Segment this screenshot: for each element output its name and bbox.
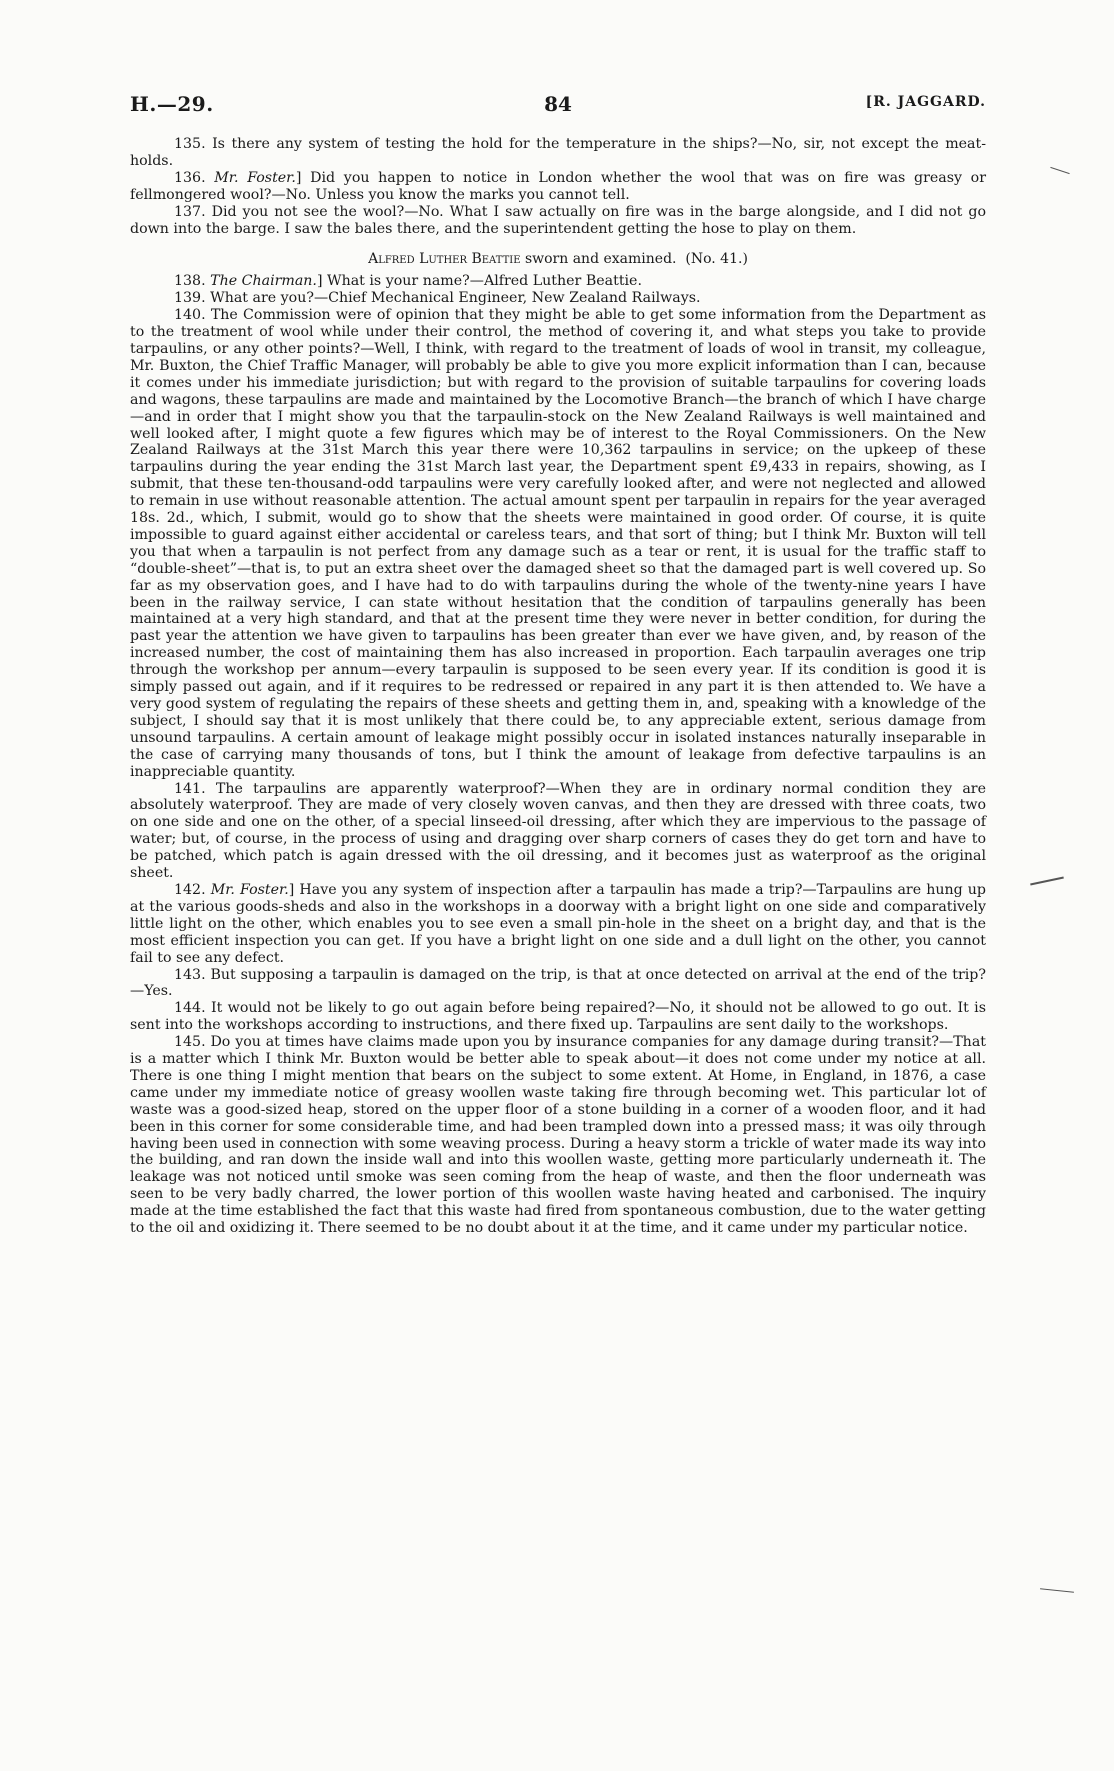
page-header <box>130 92 986 122</box>
speaker-name: The Chairman. <box>210 273 317 290</box>
question-paragraph: 138. The Chairman.] What is your name?—Alfred Luther Beattie. <box>174 273 642 290</box>
question-text: Do you at times have claims made upon you by insurance companies for any damage during transit?—That is a matter which I think Mr. Buxton would be better able to speak about—it does not come under my notice at all. There is one thing I might mention that bears on the subject to some extent. At Home, in England, in 1876, a case came under my immediate notice of greasy woollen waste taking fire through becoming wet. This particular lot of waste was a good-sized heap, stored on the upper floor of a stone building in a corner of a wooden floor, and it had been in this corner for some considerable time, and had been trampled down into a pressed mass; it was oily through having been used in connection with some weaving process. During a heavy storm a trickle of water made its way into the building, and ran down the inside wall and into this woollen waste, getting more particularly underneath it. The leakage was not noticed until smoke was seen coming from the heap of waste, and then the floor underneath was seen to be very badly charred, the lower portion of this woollen waste having heated and carbonised. The inquiry made at the time established the fact that this waste had fired from spontaneous combustion, due to the water getting to the oil and oxidizing it. There seemed to be no doubt about it at the time, and it came under my particular notice. <box>130 1034 986 1237</box>
question-number: 145. <box>174 1034 206 1051</box>
question-text: The tarpaulins are apparently waterproof?—When they are in ordinary normal condition they are absolutely waterproof. They are made of very closely woven canvas, and then they are dressed with three coats, two on one side and one on the other, of a special linseed-oil dressing, after which they are impervious to the passage of water; but, of course, in the process of using and dragging over sharp corners of cases they do get torn and have to be patched, which patch is again dressed with the oil dressing, and it becomes just as waterproof as the original sheet. <box>130 780 986 882</box>
question-text: Did you not see the wool?—No. What I saw actually on fire was in the barge alongside, and I did not go down into the barge. I saw the bales there, and the superintendent getting the hose to play on them. <box>130 203 986 237</box>
margin-mark <box>1040 1588 1074 1593</box>
speaker-name: Mr. Foster. <box>214 169 296 186</box>
question-number: 144. <box>174 1000 206 1017</box>
question-text: Is there any system of testing the hold for the temperature in the ships?—No, sir, not except the meat-holds. <box>130 136 986 169</box>
question-paragraph <box>130 1034 986 1237</box>
witness-name: Alfred Luther Beattie <box>368 251 521 268</box>
question-number: 141. <box>174 780 206 797</box>
question-text: The Commission were of opinion that they might be able to get some information from the Department as to the treatment of wool while under their control, the method of covering it, and what steps you take to provide tarpaulins, or any other points?—Well, I think, with regard to the treatment of loads of wool in transit, my colleague, Mr. Buxton, the Chief Traffic Manager, will probably be able to give you more explicit information than I can, because it comes under his immediate jurisdiction; but with regard to the provision of suitable tarpaulins for covering loads and wagons, these tarpaulins are made and maintained by the Locomotive Branch—the branch of which I have charge—and in order that I might show you that the tarpaulin-stock on the New Zealand Railways is well maintained and well looked after, I might quote a few figures which may be of interest to the Royal Commissioners. On the New Zealand Railways at the 31st March this year there were 10,362 tarpaulins in service; on the upkeep of these tarpaulins during the year ending the 31st March last year, the Department spent £9,433 in repairs, showing, as I submit, that these ten-thousand-odd tarpaulins were very carefully looked after, and were not neglected and allowed to remain in use without reasonable attention. The actual amount spent per tarpaulin in repairs for the year averaged 18s. 2d., which, I submit, would go to show that the sheets were maintained in good order. Of course, it is quite impossible to guard against either accidental or careless tears, and that sort of thing; but I think Mr. Buxton will tell you that when a tarpaulin is not perfect from any damage such as a tear or rent, it is usual for the traffic staff to “double-sheet”—that is, to put an extra sheet over the damaged sheet so that the damaged part is well covered up. So far as my observation goes, and I have had to do with tarpaulins during the whole of the twenty-nine years I have been in the railway service, I can state without hesitation that the condition of tarpaulins generally has been maintained at a very high standard, and that at the present time they were never in better condition, for during the past year the attention we have given to tarpaulins has been greater than ever we have given, and, by reason of the increased number, the cost of maintaining them has also increased in proportion. Each tarpaulin averages one trip through the workshop per annum—every tarpaulin is supposed to be seen every year. If its condition is good it is simply passed out again, and if it requires to be redressed or repaired in any part it is then attended to. We have a very good system of regulating the repairs of these sheets and getting them in, and, speaking with a knowledge of the subject, I should say that it is most unlikely that there could be, to any appreciable extent, serious damage from unsound tarpaulins. A certain amount of leakage might possibly occur in isolated instances naturally inseparable in the case of carrying many thousands of tons, but I think the amount of leakage from defective tarpaulins is an inappreciable quantity. <box>130 307 987 780</box>
question-text: What are you?—Chief Mechanical Engineer, New Zealand Railways. <box>210 290 701 307</box>
question-text: But supposing a tarpaulin is damaged on the trip, is that at once detected on arrival at the end of the trip?—Yes. <box>130 966 986 1000</box>
question-number: 142. <box>174 881 206 898</box>
witness-heading <box>130 251 986 268</box>
question-paragraph <box>130 307 986 780</box>
speaker-name: Mr. Foster. <box>210 881 289 898</box>
question-number: 138. <box>174 273 206 290</box>
page-number: 84 <box>544 92 572 116</box>
question-paragraph <box>130 136 986 170</box>
question-number: 137. <box>174 203 206 220</box>
question-paragraph <box>130 1000 986 1034</box>
question-text: Have you any system of inspection after a tarpaulin has made a trip?—Tarpaulins are hung up at the various goods-sheds and also in the workshops in a doorway with a bright light on one side and comparatively little light on the other, which enables you to see even a small pin-hole in the sheet on a bright day, and that is the most efficient inspection you can get. If you have a bright light on one side and a dull light on the other, you cannot fail to see any defect. <box>130 881 986 966</box>
question-number: 136. <box>174 169 206 186</box>
witness-heading-suffix: sworn and examined. <box>524 251 677 268</box>
witness-number: (No. 41.) <box>685 251 748 268</box>
question-paragraph <box>130 204 986 238</box>
question-number: 135. <box>174 136 206 152</box>
question-paragraph: 142. Mr. Foster.] Have you any system of inspection after a tarpaulin has made a trip?—Tarpaulins are hung up at the various goods-sheds and also in the workshops in a doorway with a bright light on one side and comparatively little light on the other, which enables you to see even a small pin-hole in the sheet on a bright day, and that is the most efficient inspection you can get. If you have a bright light on one side and a dull light on the other, you cannot fail to see any defect. <box>130 881 986 966</box>
question-number: 140. <box>174 307 206 324</box>
question-paragraph: 136. Mr. Foster.] Did you happen to notice in London whether the wool that was on fire was greasy or fellmongered wool?—No. Unless you know the marks you cannot tell. <box>130 169 986 203</box>
document-code: H.—29. <box>130 92 214 116</box>
question-paragraph <box>130 290 986 307</box>
question-text: Did you happen to notice in London whether the wool that was on fire was greasy or fellmongered wool?—No. Unless you know the marks you cannot tell. <box>130 169 986 203</box>
margin-mark <box>1050 167 1069 174</box>
body-text <box>130 136 986 1237</box>
question-paragraph <box>130 967 986 1001</box>
question-text: It would not be likely to go out again before being repaired?—No, it should not be allowed to go out. It is sent into the workshops according to instructions, and there fixed up. Tarpaulins are sent daily to the workshops. <box>130 1000 986 1034</box>
question-paragraph <box>130 781 986 882</box>
question-text: What is your name?—Alfred Luther Beattie. <box>327 273 642 290</box>
witness-running-head: [R. JAGGARD. <box>865 94 986 110</box>
question-number: 139. <box>174 290 206 307</box>
margin-mark <box>1030 876 1064 885</box>
question-number: 143. <box>174 966 206 983</box>
